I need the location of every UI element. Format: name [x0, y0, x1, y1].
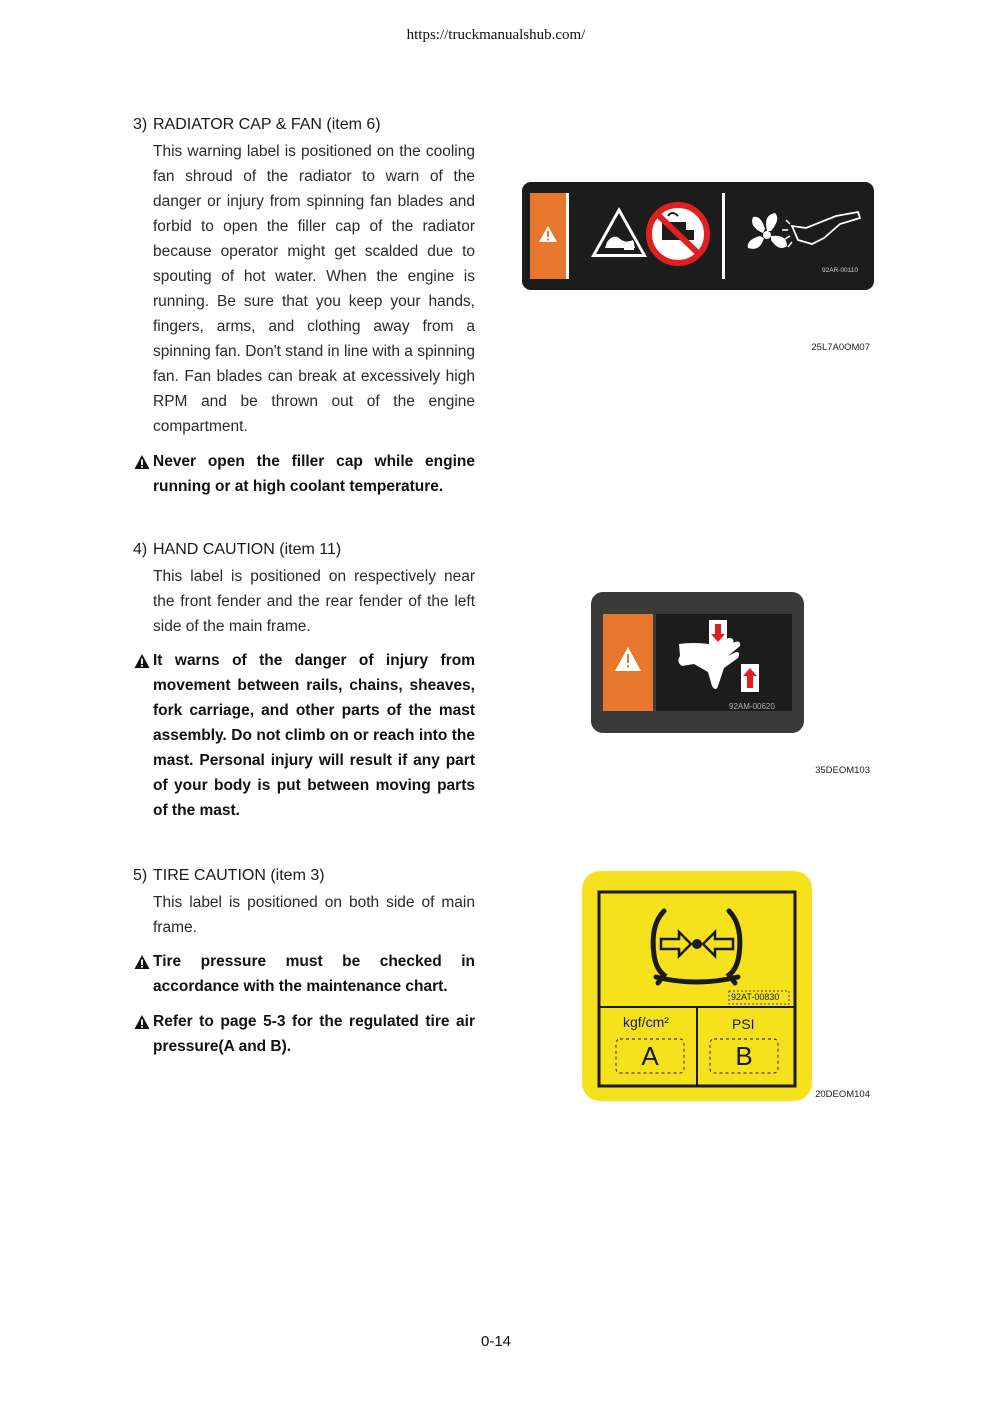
section-body: This warning label is positioned on the cooling fan shroud of the radiator to warn of the danger or injury from spinning fan blades and forbid to open the filler cap of the radiator because operator might get scalded due to spouting of hot water. When the engine is running. Be sure that you keep your hands, fingers, arms, and clothing away from a spinning fan. Don't stand in line with a spinning fan. Fan blades can break at excessively high RPM and be thrown out of the engine compartment. [153, 143, 475, 435]
value-a: A [641, 1041, 659, 1071]
warning-text: Refer to page 5-3 for the regulated tire air pressure(A and B). [153, 1013, 475, 1055]
section-heading [133, 865, 475, 887]
section-number: 5) [133, 867, 148, 884]
value-b: B [735, 1041, 753, 1071]
figure-code: 25L7A0OM07 [811, 342, 870, 353]
section-title: RADIATOR CAP & FAN [153, 116, 322, 133]
section-radiator-cap-fan [133, 114, 475, 499]
section-body: This label is positioned on respectively near the front fender and the rear fender of the left side of the main frame. [153, 568, 475, 635]
page-number: 0-14 [480, 1333, 512, 1350]
section-item-ref: (item 11) [279, 541, 342, 558]
source-url[interactable]: https://truckmanualshub.com/ [406, 27, 586, 43]
tire-pressure-label [582, 871, 812, 1101]
section-item-ref: (item 6) [326, 116, 381, 133]
warning-triangle-icon [134, 454, 150, 470]
section-item-ref: (item 3) [270, 867, 325, 884]
warning-note [153, 1009, 475, 1059]
warning-text: Tire pressure must be checked in accordance with the maintenance chart. [153, 953, 475, 995]
section-number: 3) [133, 116, 148, 133]
warning-text: It warns of the danger of injury from movement between rails, chains, sheaves, fork carriage, and other parts of the mast assembly. Do not climb on or reach into the mast. Personal injury will result if any part of your body is put between moving parts of the mast. [153, 652, 475, 819]
label-code: 92AR-00110 [822, 267, 859, 274]
section-tire-caution [133, 865, 475, 1059]
warning-triangle-icon [134, 653, 150, 669]
warning-text: Never open the filler cap while engine running or at high coolant temperature. [153, 453, 475, 495]
section-hand-caution [133, 539, 475, 823]
warning-triangle-icon [134, 1014, 150, 1030]
figure-code: 35DEOM103 [815, 765, 870, 776]
section-body: This label is positioned on both side of main frame. [153, 894, 475, 936]
figure-code: 20DEOM104 [815, 1089, 870, 1100]
section-number: 4) [133, 541, 148, 558]
section-title: HAND CAUTION [153, 541, 275, 558]
hand-caution-label [591, 592, 804, 733]
section-heading [133, 539, 475, 561]
section-title: TIRE CAUTION [153, 867, 266, 884]
label-code: 92AT-00830 [731, 992, 780, 1002]
section-heading [133, 114, 475, 136]
radiator-fan-warning-label [522, 182, 874, 290]
warning-note [153, 449, 475, 499]
unit-kgf: kgf/cm² [623, 1014, 669, 1030]
unit-psi: PSI [732, 1016, 755, 1032]
warning-note [153, 648, 475, 823]
warning-triangle-icon [134, 954, 150, 970]
label-code: 92AM-00620 [729, 702, 775, 711]
warning-note [153, 949, 475, 999]
